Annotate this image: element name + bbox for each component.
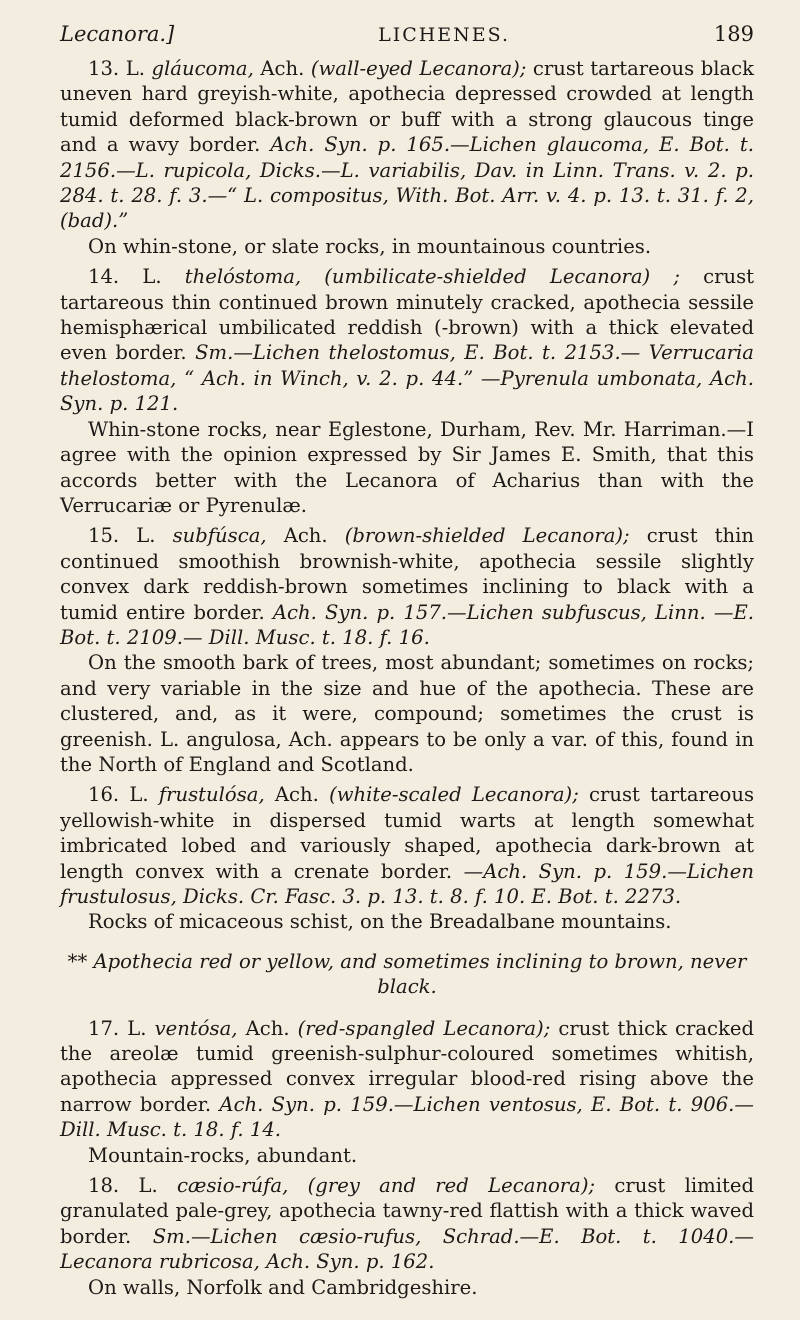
entry-habitat: Whin-stone rocks, near Eglestone, Durham, Rev. Mr. Harriman.—I agree with the opinion expressed by Sir James E. Smith, that this accords better with the Lecanora of Acharius than with the Verrucariæ or Pyrenulæ.	[60, 417, 754, 517]
entry-description: crust limited granulated pale-grey, apothecia tawny-red flattish with a thick waved border.	[60, 1174, 754, 1248]
entry-common-name: (brown-shielded Lecanora);	[344, 524, 630, 548]
entry-references: Ach. Syn. p. 159.—Lichen ventosus, E. Bot. t. 906.—Dill. Musc. t. 18. f. 14.	[60, 1092, 754, 1142]
entry-14	[60, 264, 754, 518]
header-title: LICHENES.	[378, 24, 511, 46]
entry-description: crust tartareous yellowish-white in dispersed tumid warts at length somewhat imbricated lobed and variously shaped, apothecia dark-brown at length convex with a crenate border.	[60, 783, 755, 883]
entry-author: Ach.	[274, 783, 319, 807]
entry-description: crust tartareous thin continued brown minutely cracked, apothecia sessile hemisphærical umbilicated reddish (-brown) with a thick elevated even border.	[60, 265, 754, 365]
entry-genus: L.	[136, 524, 156, 548]
entry-species: gláucoma,	[151, 57, 254, 80]
entry-author: Ach.	[260, 57, 305, 80]
entry-number: 16.	[88, 783, 120, 807]
entry-18	[60, 1173, 754, 1300]
entry-species: ventósa,	[154, 1016, 238, 1040]
entry-common-name: (grey and red Lecanora);	[307, 1174, 596, 1198]
entry-number: 17.	[88, 1016, 120, 1040]
entry-description: crust thin continued smoothish brownish-white, apothecia sessile slightly convex dark reddish-brown sometimes inclining to black with a tumid entire border.	[60, 524, 755, 624]
entry-genus: L.	[125, 57, 145, 80]
entry-description: crust tartareous black uneven hard greyish-white, apothecia depressed crowded at length tumid deformed black-brown or buff with a strong glaucous tinge and a wavy border.	[60, 57, 755, 157]
entry-references: Ach. Syn. p. 157.—Lichen subfuscus, Linn. —E. Bot. t. 2109.— Dill. Musc. t. 18. f. 16.	[60, 600, 754, 649]
entry-common-name: (wall-eyed Lecanora);	[310, 57, 527, 80]
entry-16	[60, 782, 754, 934]
entry-species: subfúsca,	[172, 524, 267, 548]
entry-13	[60, 56, 754, 259]
entry-17	[60, 1016, 754, 1168]
entry-genus: L.	[138, 1174, 158, 1198]
entry-species: cæsio-rúfa,	[177, 1174, 289, 1198]
section-heading: ** Apothecia red or yellow, and sometimes inclining to brown, never black.	[67, 949, 747, 999]
entry-author: Ach.	[283, 524, 328, 548]
header-genus: Lecanora.]	[60, 22, 175, 46]
entry-habitat: Mountain-rocks, abundant.	[88, 1143, 358, 1167]
running-header	[60, 22, 754, 46]
entry-references: Sm.—Lichen cæsio-rufus, Schrad.—E. Bot. t. 1040.—Lecanora rubricosa, Ach. Syn. p. 162.	[60, 1224, 754, 1274]
entry-description: crust thick cracked the areolæ tumid greenish-sulphur-coloured sometimes whitish, apothecia appressed convex irregular blood-red rising above the narrow border.	[60, 1016, 755, 1116]
entry-number: 15.	[88, 524, 120, 548]
entry-habitat: On walls, Norfolk and Cambridgeshire.	[88, 1275, 478, 1299]
entry-genus: L.	[142, 265, 162, 289]
entry-author: Ach.	[245, 1016, 290, 1040]
entry-number: 14.	[88, 265, 120, 289]
entry-habitat: On whin-stone, or slate rocks, in mountainous countries.	[88, 234, 652, 258]
entry-habitat: On the smooth bark of trees, most abundant; sometimes on rocks; and very variable in the size and hue of the apothecia. These are clustered, and, as it were, compound; sometimes the crust is greenish. L. angulosa, Ach. appears to be only a var. of this, found in the North of England and Scotland.	[60, 651, 754, 776]
entry-references: Ach. Syn. p. 165.—Lichen glaucoma, E. Bot. t. 2156.—L. rupicola, Dicks.—L. variabilis, Dav. in Linn. Trans. v. 2. p. 284. t. 28. f. 3.—“ L. compositus, With. Bot. Arr. v. 4. p. 13. t. 31. f. 2, (bad).”	[60, 133, 754, 233]
entry-15	[60, 523, 754, 777]
entry-references: —Ach. Syn. p. 159.—Lichen frustulosus, Dicks. Cr. Fasc. 3. p. 13. t. 8. f. 10. E. Bot. t. 2273.	[60, 859, 754, 908]
entry-habitat: Rocks of micaceous schist, on the Breadalbane mountains.	[88, 910, 672, 934]
entry-genus: L.	[127, 1016, 147, 1040]
entry-number: 18.	[88, 1174, 120, 1198]
entry-species: thelóstoma,	[184, 265, 302, 289]
entry-number: 13.	[88, 57, 120, 80]
entry-references: Sm.—Lichen thelostomus, E. Bot. t. 2153.— Verrucaria thelostoma, “ Ach. in Winch, v. 2. p. 44.” —Pyrenula umbonata, Ach. Syn. p. 121.	[60, 341, 754, 416]
entry-genus: L.	[129, 783, 149, 807]
entry-common-name: (red-spangled Lecanora);	[297, 1016, 551, 1040]
entry-common-name: (umbilicate-shielded Lecanora) ;	[324, 265, 680, 289]
entry-species: frustulósa,	[158, 783, 265, 807]
entry-common-name: (white-scaled Lecanora);	[329, 783, 579, 807]
page-number: 189	[713, 22, 754, 46]
